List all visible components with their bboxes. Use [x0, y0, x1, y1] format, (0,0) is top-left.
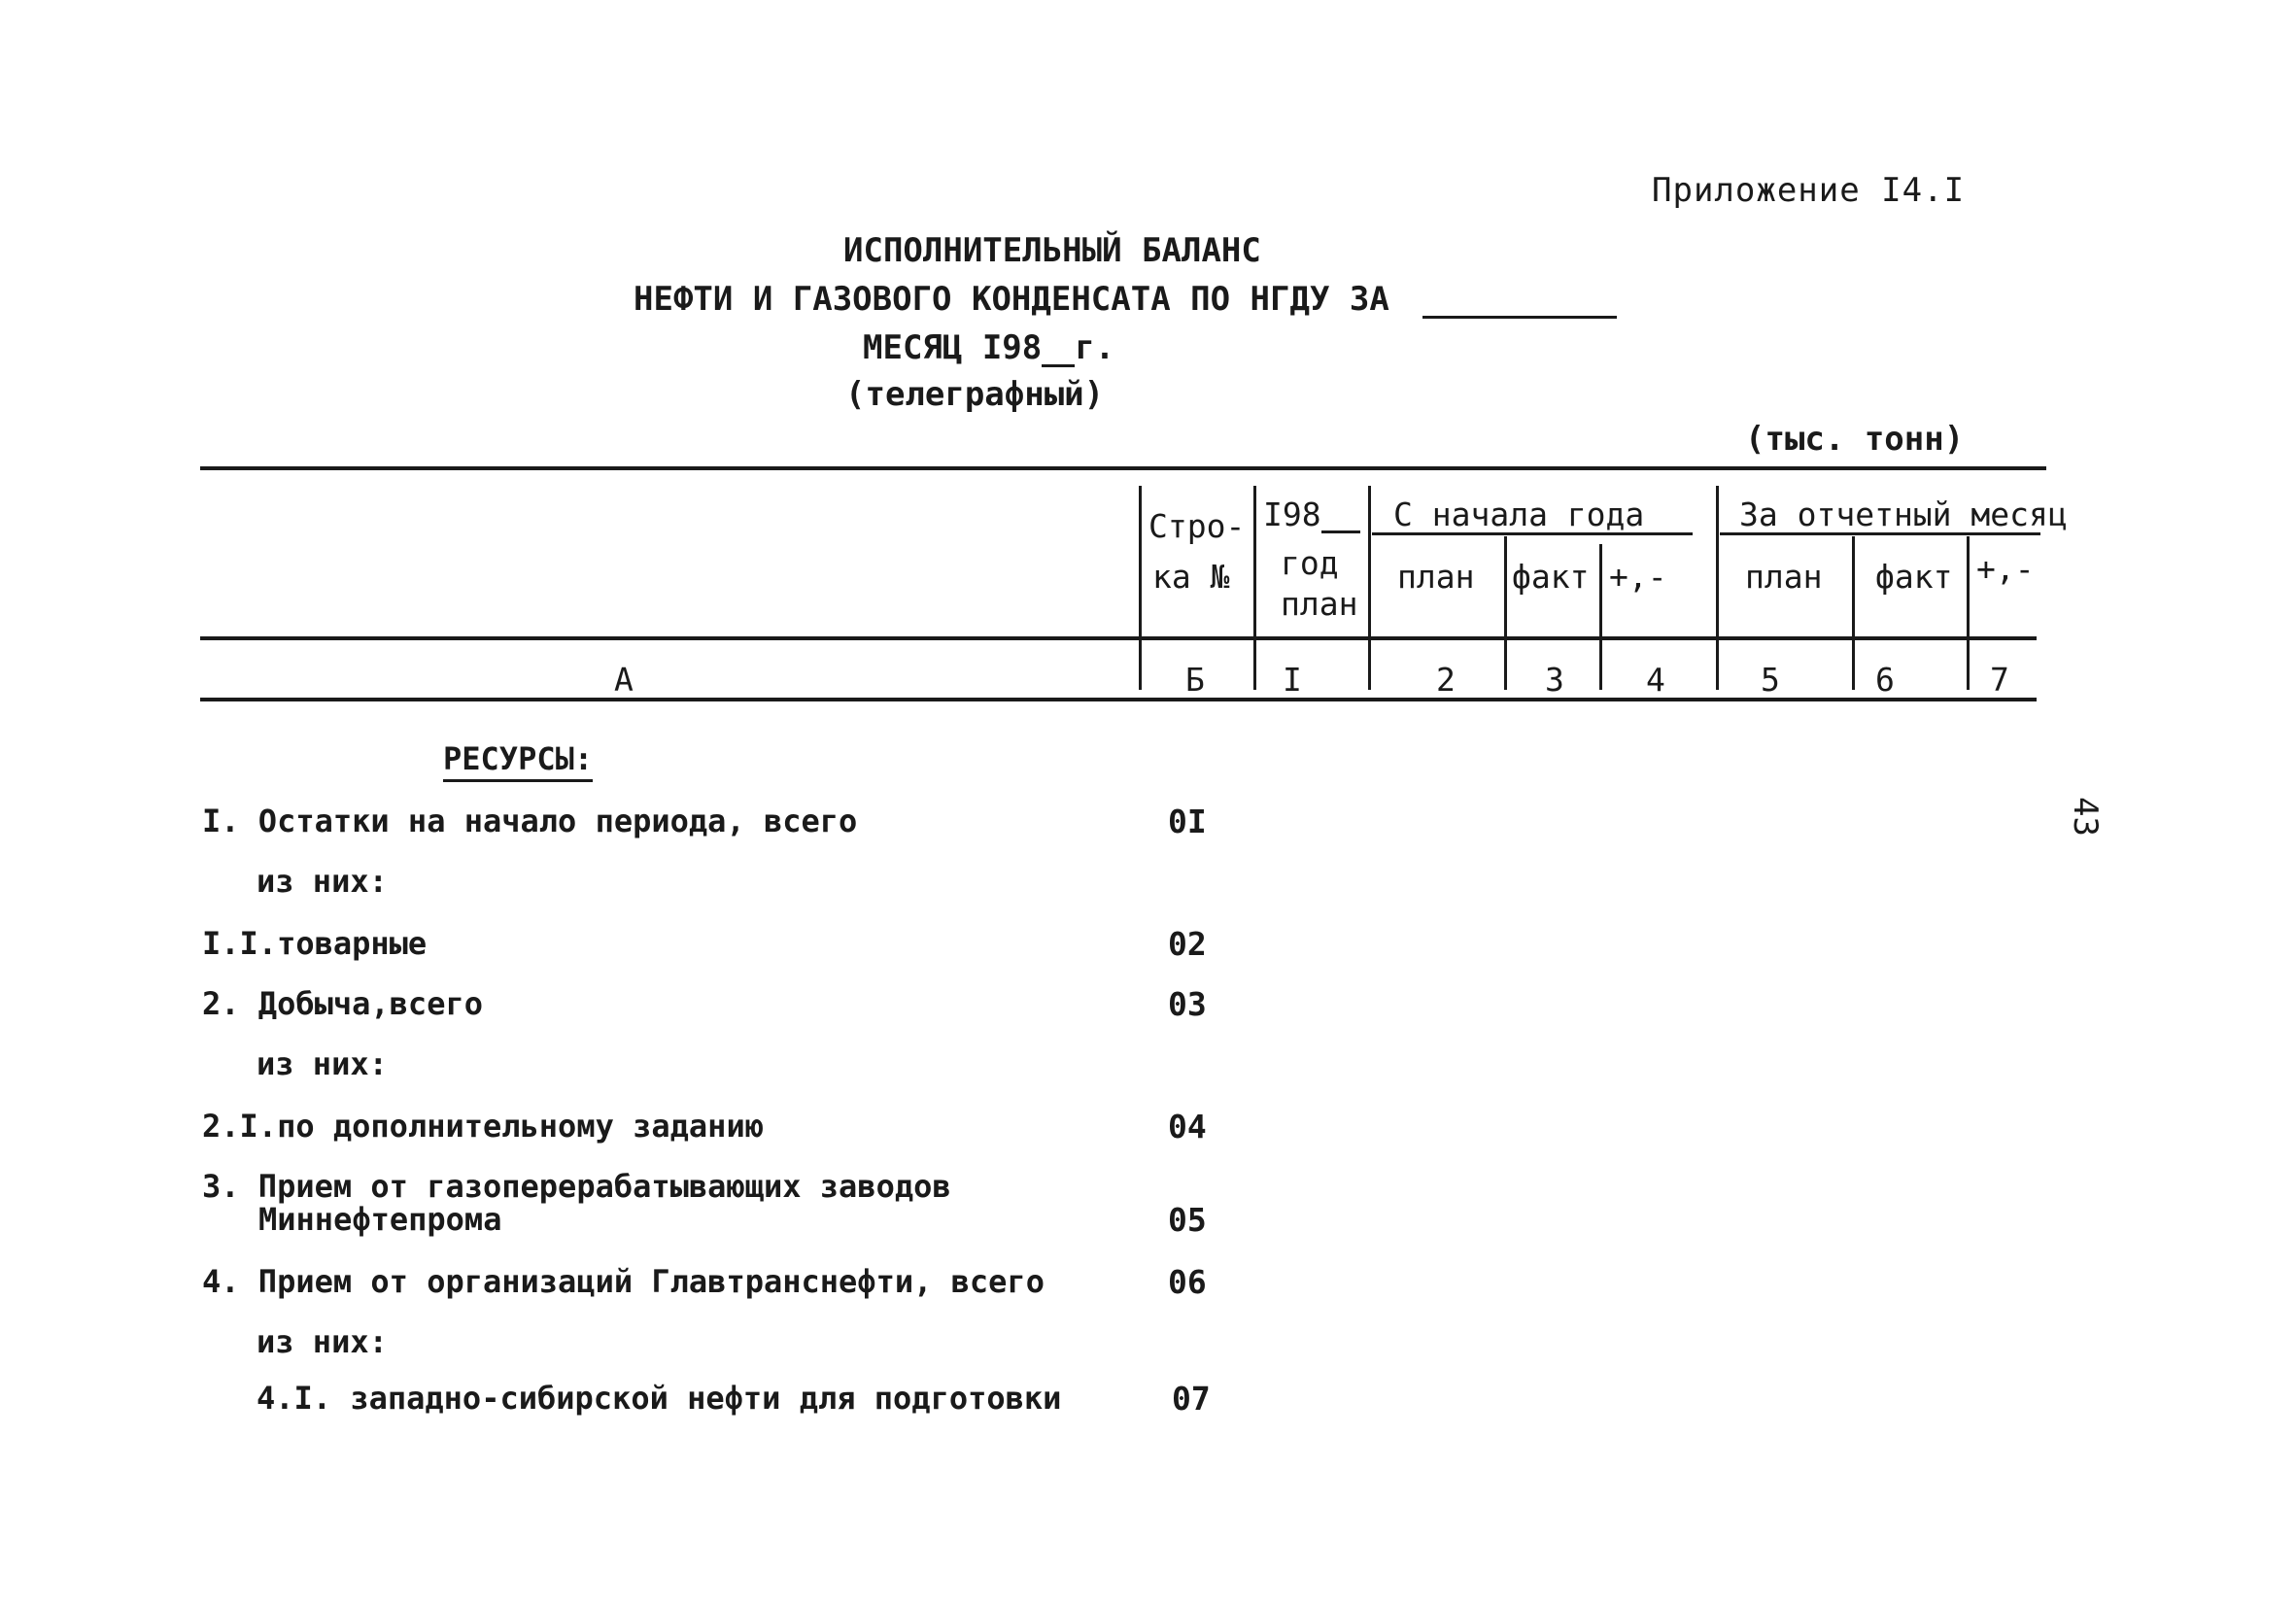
index-7: 7 [1990, 661, 2009, 699]
sep-5 [1599, 544, 1602, 690]
row-label: 4. Прием от организаций Главтранснефти, всего [202, 1263, 1045, 1300]
row-label: I.I.товарные [202, 925, 428, 962]
header-plan-2: план [1745, 558, 1823, 596]
sep-6 [1716, 486, 1719, 690]
index-6: 6 [1875, 661, 1895, 699]
title-line-3-suffix: г. [1075, 328, 1115, 367]
row-code: 03 [1168, 985, 1207, 1023]
header-plan: план [1397, 558, 1475, 596]
header-year-blank [1321, 530, 1360, 533]
appendix-label: Приложение I4.I [1652, 171, 1966, 210]
header-year-top-text: I98 [1263, 496, 1321, 533]
title-line-3 [863, 328, 1114, 367]
header-diff-2: +,- [1976, 550, 2035, 588]
header-row-no-bottom: ка № [1152, 558, 1230, 596]
row-code: 07 [1172, 1380, 1211, 1418]
units-label: (тыс. тонн) [1745, 420, 1965, 459]
row-code: 04 [1168, 1108, 1207, 1145]
row-label: I. Остатки на начало периода, всего [202, 803, 858, 839]
row-label: из них: [257, 1323, 388, 1360]
row-label: 3. Прием от газоперерабатывающих заводов [202, 1168, 951, 1205]
index-4: 4 [1646, 661, 1665, 699]
header-group-ytd: С начала года [1393, 496, 1645, 533]
section-title-text: РЕСУРСЫ: [443, 740, 593, 782]
year-blank [1042, 364, 1075, 367]
sep-8 [1967, 536, 1970, 690]
header-year-mid: год [1281, 544, 1339, 582]
title-line-4: (телеграфный) [845, 375, 1105, 414]
row-label: 2. Добыча,всего [202, 985, 483, 1022]
index-1: I [1283, 661, 1302, 699]
index-2: 2 [1436, 661, 1456, 699]
sep-1 [1139, 486, 1142, 690]
header-fact: факт [1512, 558, 1590, 596]
row-code: 05 [1168, 1201, 1207, 1239]
header-diff: +,- [1609, 558, 1667, 596]
sep-7 [1852, 536, 1855, 690]
header-row-no-top: Стро- [1148, 507, 1246, 545]
title-line-2-text: НЕФТИ И ГАЗОВОГО КОНДЕНСАТА ПО НГДУ ЗА [634, 280, 1389, 319]
index-a: А [614, 661, 634, 699]
row-label: из них: [257, 863, 388, 900]
table-top-rule [200, 466, 2046, 470]
header-group-month: За отчетный месяц [1739, 496, 2068, 533]
sep-3 [1368, 486, 1371, 690]
index-5: 5 [1761, 661, 1780, 699]
index-b: Б [1185, 661, 1205, 699]
header-year-top [1263, 496, 1360, 533]
row-label-continued: Миннефтепрома [258, 1201, 502, 1238]
header-fact-2: факт [1875, 558, 1953, 596]
row-code: 06 [1168, 1263, 1207, 1301]
sep-2 [1253, 486, 1256, 690]
title-line-1: ИСПОЛНИТЕЛЬНЫЙ БАЛАНС [843, 231, 1261, 270]
row-label: 2.I.по дополнительному заданию [202, 1108, 764, 1145]
row-code: 02 [1168, 925, 1207, 963]
title-line-2 [634, 280, 1617, 319]
sep-4 [1504, 536, 1507, 690]
row-label: из них: [257, 1045, 388, 1082]
period-blank [1422, 316, 1617, 319]
title-line-3-prefix: МЕСЯЦ I98 [863, 328, 1043, 367]
section-title [443, 740, 593, 777]
page-number: 43 [2066, 797, 2105, 837]
table-header-rule [200, 636, 2037, 640]
header-year-bottom: план [1281, 585, 1358, 623]
row-code: 0I [1168, 803, 1207, 840]
index-3: 3 [1545, 661, 1564, 699]
row-label: 4.I. западно-сибирской нефти для подготовки [257, 1380, 1062, 1417]
